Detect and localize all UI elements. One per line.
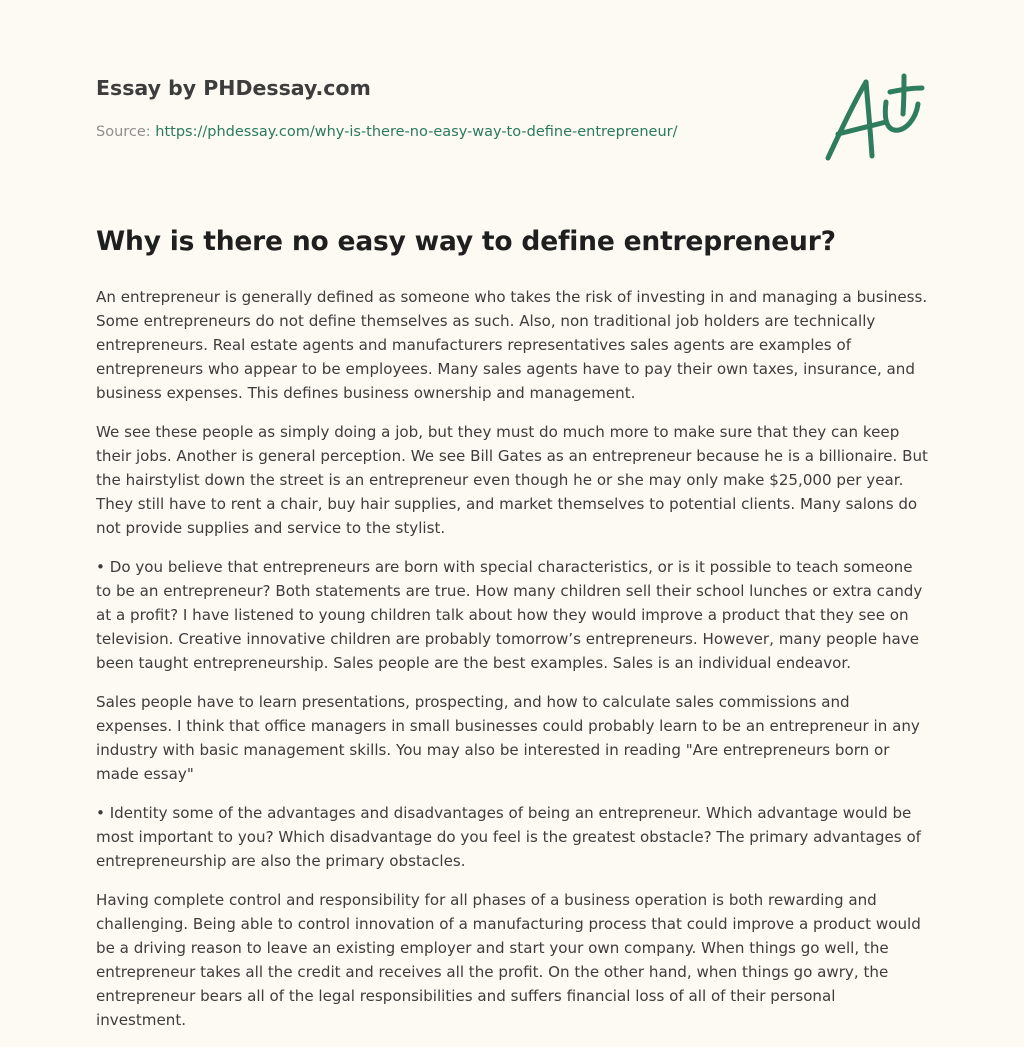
essay-body bbox=[96, 285, 928, 1047]
source-label: Source: bbox=[96, 124, 156, 140]
essay-paragraph-4: Sales people have to learn presentations, prospecting, and how to calculate sales commissions and expenses. I think that office managers in small businesses could probably learn to be an entrepreneur in any industry with basic management skills. You may also be interested in reading "Are entrepreneurs born or made essay" bbox=[96, 693, 920, 783]
essay-paragraph-3: • Do you believe that entrepreneurs are born with special characteristics, or is it possible to teach someone to be an entrepreneur? Both statements are true. How many children sell their school lunches or extra candy at a profit? I have listened to young children talk about how they would improve a product that they see on television. Creative innovative children are probably tomorrow’s entrepreneurs. However, many people have been taught entrepreneurship. Sales people are the best examples. Sales is an individual endeavor. bbox=[96, 558, 923, 672]
essay-page bbox=[96, 0, 928, 1029]
essay-paragraph-6: Having complete control and responsibility for all phases of a business operation is both rewarding and challenging. Being able to control innovation of a manufacturing process that could improve a product would be a driving reason to leave an existing employer and start your own company. When things go well, the entrepreneur takes all the credit and receives all the profit. On the other hand, when things go awry, the entrepreneur bears all of the legal responsibilities and suffers financial loss of all of their personal investment. bbox=[96, 891, 921, 1029]
brand-title: Essay by PHDessay.com bbox=[96, 76, 371, 100]
essay-paragraph-1: An entrepreneur is generally defined as someone who takes the risk of investing in and managing a business. Some entrepreneurs do not define themselves as such. Also, non traditional job holders are technically entrepreneurs. Real estate agents and manufacturers representatives sales agents are examples of entrepreneurs who appear to be employees. Many sales agents have to pay their own taxes, insurance, and business expenses. This defines business ownership and management. bbox=[96, 288, 928, 402]
essay-paragraph-2: We see these people as simply doing a job, but they must do much more to make sure that they can keep their jobs. Another is general perception. We see Bill Gates as an entrepreneur because he is a billionaire. But the hairstylist down the street is an entrepreneur even though he or she may only make $25,000 per year. They still have to rent a chair, buy hair supplies, and market themselves to potential clients. Many salons do not provide supplies and service to the stylist. bbox=[96, 423, 928, 537]
essay-title: Why is there no easy way to define entrepreneur? bbox=[96, 226, 836, 257]
page-header bbox=[96, 0, 928, 190]
essay-paragraph-5: • Identity some of the advantages and disadvantages of being an entrepreneur. Which advantage would be most important to you? Which disadvantage do you feel is the greatest obstacle? The primary advantages of entrepreneurship are also the primary obstacles. bbox=[96, 804, 921, 870]
source-link[interactable]: https://phdessay.com/why-is-there-no-easy-way-to-define-entrepreneur/ bbox=[155, 124, 678, 140]
source-line bbox=[96, 124, 678, 140]
a-plus-grade-icon bbox=[824, 66, 928, 170]
